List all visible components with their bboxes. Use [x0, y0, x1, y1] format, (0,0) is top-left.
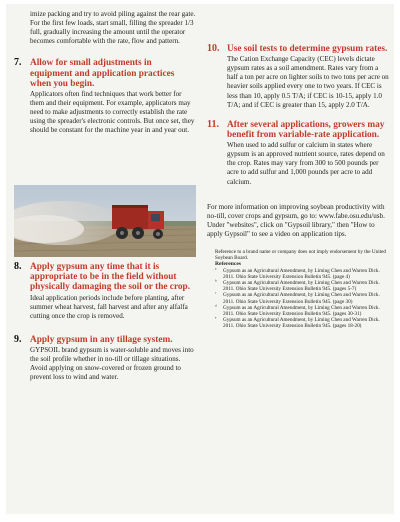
spreader-field-photo	[14, 185, 196, 257]
tip-7-number: 7.	[14, 57, 22, 69]
reference-text: Gypsum as an Agricultural Amendment, by Liming Chen and Warren Dick. 2011. Ohio State University Extension Bulletin 945. (page 30)	[223, 292, 380, 305]
reference-mark: ᵇ	[215, 280, 217, 286]
left-column	[14, 4, 196, 135]
tip-9-number: 9.	[14, 333, 22, 345]
tip-8-body: Ideal application periods include before planting, after summer wheat harvest, fall harvest and after any alfalfa cutting once the crop is removed.	[30, 293, 188, 320]
reference-mark: ᵈ	[215, 304, 217, 310]
reference-item	[215, 292, 390, 304]
tip-10-heading: Use soil tests to determine gypsum rates.	[227, 44, 388, 54]
reference-item	[215, 268, 390, 280]
reference-text: Gypsum as an Agricultural Amendment, by Liming Chen and Warren Dick. 2011. Ohio State University Extension Bulletin 945. (pages 30-31)	[223, 304, 380, 318]
tip-8	[14, 262, 196, 321]
reference-item	[215, 317, 390, 329]
intro-paragraph: imize packing and try to avoid piling against the rear gate. For the first few loads, start small, filling the spreader 1/3 full, gradually increasing the amount until the operator becomes comfortable with the rate, flow and pattern.	[30, 10, 196, 46]
reference-mark: ᵉ	[215, 317, 217, 323]
tip-11-heading: After several applications, growers may benefit from variable-rate application.	[227, 119, 385, 140]
more-info-paragraph: For more information on improving soybean productivity with no-till, cover crops and gypsum, go to: www.fabe.osu.edu/usb. Under "websites", click on "Gypsoil library," then "How to apply Gypsoil" to see a video on application tips.	[207, 202, 385, 238]
tip-11	[207, 120, 390, 187]
tip-9	[14, 335, 196, 383]
reference-mark: ᵃ	[215, 267, 217, 273]
tip-7-heading: Allow for small adjustments in equipment and application practices when you begin.	[30, 58, 175, 89]
tip-9-body: GYPSOIL brand gypsum is water-soluble and moves into the soil profile whether in no-till or tillage situations. Avoid applying on snow-covered or frozen ground to prevent loss to wind and water.	[30, 346, 194, 382]
reference-text: Gypsum as an Agricultural Amendment, by Liming Chen and Warren Dick. 2011. Ohio State University Extension Bulletin 945. (pages 18-20)	[223, 317, 380, 330]
reference-text: Gypsum as an Agricultural Amendment, by Liming Chen and Warren Dick. 2011. Ohio State University Extension Bulletin 945. (page 4)	[223, 267, 380, 280]
tip-8-heading: Apply gypsum any time that it is appropriate to be in the field without physically damaging the soil or the crop.	[30, 262, 191, 293]
tip-7	[14, 58, 196, 135]
tip-9-heading: Apply gypsum in any tillage system.	[30, 334, 173, 345]
reference-item	[215, 305, 390, 317]
tip-7-body: Applicators often find techniques that work better for them and their equipment. For example, applicators may need to make adjustments to correctly establish the rate using the spreader's electronic controls. But once set, they should be constant for the machine year in and year out.	[30, 89, 195, 135]
references-section	[207, 249, 390, 330]
reference-item	[215, 280, 390, 292]
tip-11-body: When used to add sulfur or calcium in states where gypsum is an approved nutrient source, rates depend on the crop. Rates may vary from 300 to 500 pounds per acre to add sulfur and 1,000 pounds per acre to add calcium.	[227, 141, 385, 186]
tip-10	[207, 44, 390, 110]
reference-mark: ᶜ	[215, 292, 217, 298]
tip-11-number: 11.	[207, 118, 219, 130]
references-title: References	[215, 261, 241, 268]
tip-8-number: 8.	[14, 261, 22, 272]
right-column	[207, 4, 390, 330]
tip-10-number: 10.	[207, 43, 220, 54]
reference-text: Gypsum as an Agricultural Amendment, by Liming Chen and Warren Dick. 2011. Ohio State University Extension Bulletin 945. (pages 5-7)	[223, 280, 380, 293]
document-page	[6, 4, 394, 514]
tractor-spreader-image	[14, 185, 196, 257]
endorsement-disclaimer: Reference to a brand name or company does not imply endorsement by the United Soybean Board.	[215, 249, 386, 262]
left-column-lower	[14, 262, 196, 382]
tip-10-body: The Cation Exchange Capacity (CEC) levels dictate gypsum rates as a soil amendment. Rates vary from a half a ton per acre on lighter soils to two tons per acre on heavier soils applied every one to two years. If CEC is less than 10, apply 0.5 T/A; if CEC is 10-15, apply 1.0 T/A; and if CEC is greater than 15, apply 2.0 T/A.	[227, 55, 389, 109]
